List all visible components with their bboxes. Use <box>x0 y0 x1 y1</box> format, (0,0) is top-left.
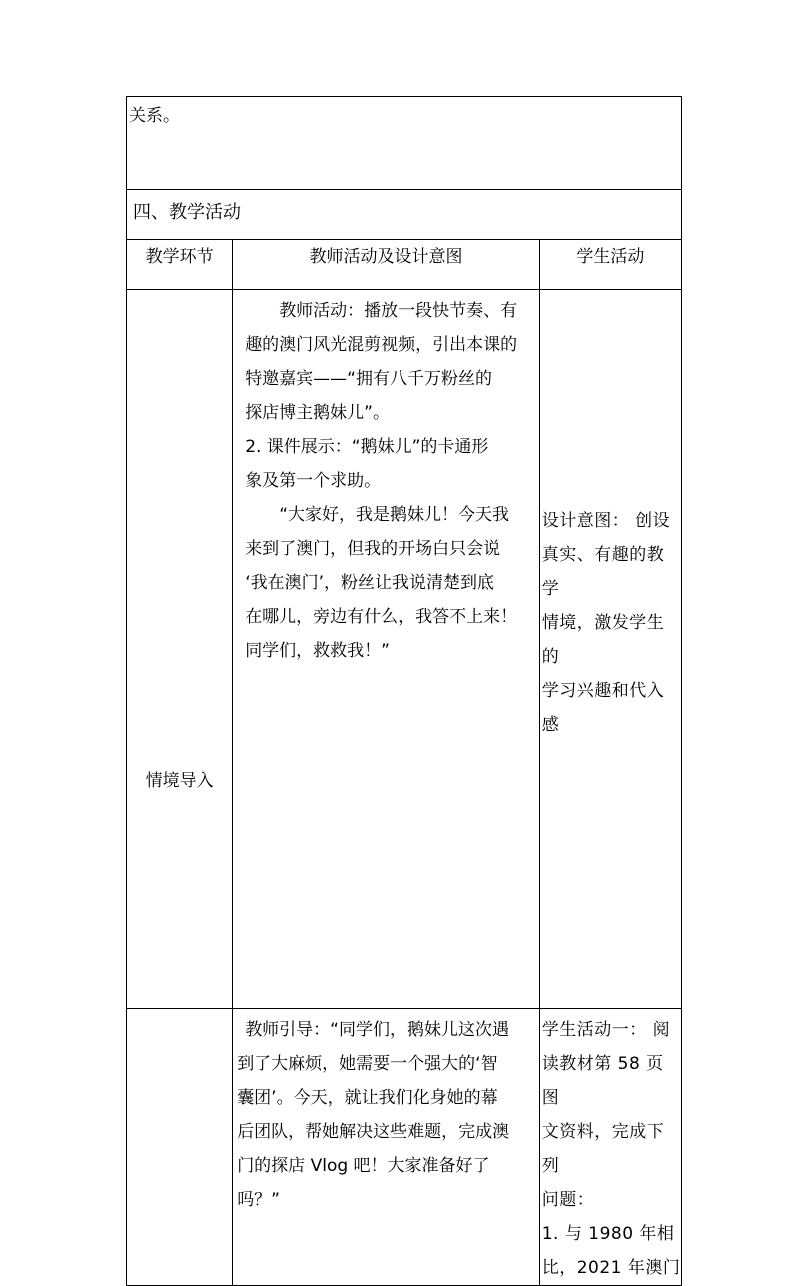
intro-teacher-line: 在哪儿，旁边有什么，我答不上来！ <box>245 607 518 627</box>
relation-cell <box>127 97 682 190</box>
relation-row <box>127 97 682 190</box>
intro-teacher-line: 同学们，救救我！” <box>245 641 390 661</box>
intro-stage-cell <box>127 290 233 1009</box>
task-student-cell <box>539 1009 681 1286</box>
intro-teacher-text <box>233 290 539 668</box>
task-teacher-text <box>233 1009 539 1217</box>
task-student-line: 读教材第 58 页图 <box>541 1054 664 1108</box>
intro-student-line: 真实、有趣的教学 <box>541 545 665 599</box>
intro-teacher-line: “大家好，我是鹅妹儿！今天我 <box>279 505 509 525</box>
section-cell <box>127 190 682 240</box>
intro-teacher-line: 2. 课件展示：“鹅妹儿”的卡通形 <box>245 437 489 457</box>
task-student-line: 比，2021 年澳门 <box>541 1258 681 1278</box>
task-student-text <box>540 1009 681 1285</box>
lesson-plan-table <box>126 96 682 1286</box>
task-student-line: 问题： <box>541 1190 595 1210</box>
task-student-line: 文资料，完成下列 <box>541 1122 665 1176</box>
intro-stage-label: 情境导入 <box>145 771 214 791</box>
header-student: 学生活动 <box>539 240 681 290</box>
intro-student-line: 学习兴趣和代入 <box>541 681 665 701</box>
intro-teacher-line: 象及第一个求助。 <box>245 471 382 491</box>
intro-student-text <box>540 290 681 742</box>
task-student-line: 1. 与 1980 年相 <box>541 1224 675 1244</box>
intro-teacher-line: 趣的澳门风光混剪视频，引出本课的 <box>245 335 518 355</box>
header-stage: 教学环节 <box>127 240 233 290</box>
intro-student-cell <box>539 290 681 1009</box>
header-row <box>127 240 682 290</box>
section-title: 四、教学活动 <box>133 202 241 223</box>
task-teacher-line: 后团队，帮她解决这些难题，完成澳 <box>237 1122 510 1142</box>
intro-teacher-line: 教师活动：播放一段快节奏、有 <box>279 301 518 321</box>
intro-student-line: 情境，激发学生的 <box>541 613 665 667</box>
section-row <box>127 190 682 240</box>
header-teacher: 教师活动及设计意图 <box>233 240 540 290</box>
intro-teacher-line: 特邀嘉宾——“拥有八千万粉丝的 <box>245 369 492 389</box>
intro-row <box>127 290 682 1009</box>
intro-teacher-line: ‘我在澳门’，粉丝让我说清楚到底 <box>245 573 494 593</box>
intro-student-line: 感 <box>541 715 560 735</box>
relation-text: 关系。 <box>129 106 180 126</box>
task-stage-cell <box>127 1009 233 1286</box>
task-teacher-line: 吗？” <box>237 1190 280 1210</box>
intro-teacher-line: 探店博主鹅妹儿”。 <box>245 403 390 423</box>
task-student-line: 学生活动一： 阅 <box>541 1020 671 1040</box>
intro-teacher-cell <box>233 290 540 1009</box>
task-teacher-cell <box>233 1009 540 1286</box>
task-row <box>127 1009 682 1286</box>
intro-teacher-line: 来到了澳门，但我的开场白只会说 <box>245 539 501 559</box>
task-teacher-line: 教师引导：“同学们，鹅妹儿这次遇 <box>245 1020 509 1040</box>
intro-student-line: 设计意图： 创设 <box>541 511 671 531</box>
task-teacher-line: 到了大麻烦，她需要一个强大的‘智 <box>237 1054 498 1074</box>
task-teacher-line: 囊团’。今天，就让我们化身她的幕 <box>237 1088 498 1108</box>
task-teacher-line: 门的探店 Vlog 吧！大家准备好了 <box>237 1156 490 1176</box>
